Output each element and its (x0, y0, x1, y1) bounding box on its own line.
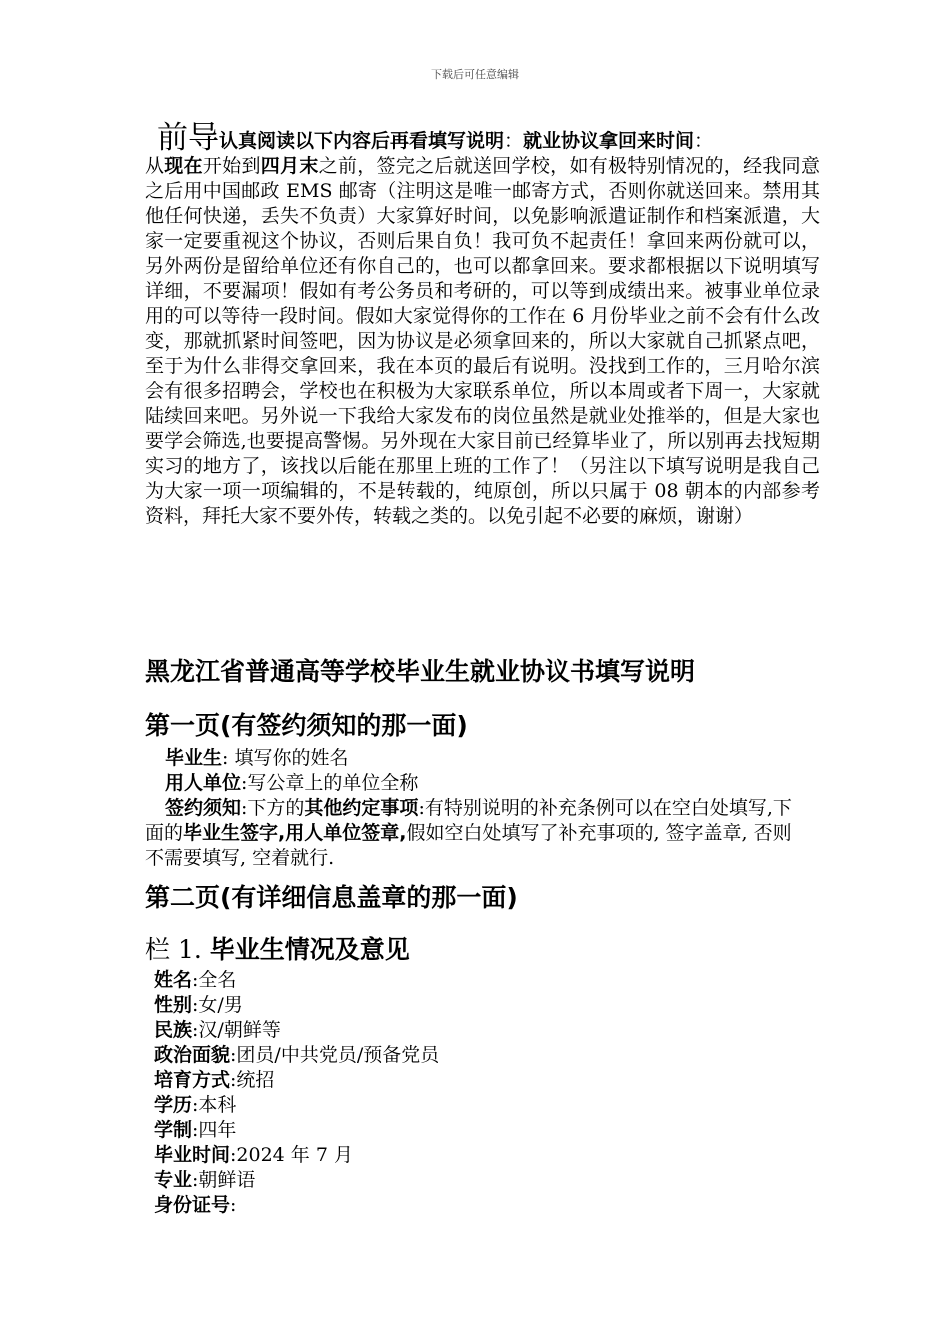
field-major (154, 1168, 439, 1193)
intro-emph: 现在 (164, 155, 203, 177)
notice-text: 假如空白处填写了补充事项的, 签字盖章, 否则不需要填写, 空着就行. (145, 822, 792, 869)
intro-colon: ： (504, 130, 524, 152)
field-label: 身份证号 (154, 1194, 231, 1216)
field-value: :写公章上的单位全称 (241, 772, 419, 794)
field-value: :朝鲜语 (192, 1169, 256, 1191)
field-value: :本科 (192, 1094, 237, 1116)
intro-colon: ： (694, 130, 714, 152)
page-header: 下载后可任意编辑 (431, 68, 519, 81)
section-title: 毕业生情况及意见 (209, 935, 410, 964)
field-label: 毕业生 (165, 747, 223, 769)
field-label: 性别 (154, 994, 193, 1016)
field-value: :汉/朝鲜等 (192, 1019, 281, 1041)
field-label: 姓名 (154, 969, 193, 991)
field-training-mode (154, 1068, 439, 1093)
field-value: :团员/中共党员/预备党员 (230, 1044, 440, 1066)
field-label: 用人单位 (165, 772, 242, 794)
employer-line (145, 771, 810, 796)
field-value: :女/男 (192, 994, 243, 1016)
notice-emph: 毕业生签字,用人单位签章, (183, 822, 407, 844)
intro-heading: 认真阅读以下内容后再看填写说明 (219, 130, 505, 152)
section-number: 栏 1. (145, 935, 202, 964)
field-label: 毕业时间 (154, 1144, 231, 1166)
field-ethnicity (154, 1018, 439, 1043)
graduate-line (145, 746, 810, 771)
page1-body (145, 746, 810, 871)
field-label: 学制 (154, 1119, 193, 1141)
field-political-status (154, 1043, 439, 1068)
field-degree (154, 1093, 439, 1118)
notice-text: :有特别说明的补充条例可以在空白处填写,下面的 (145, 797, 792, 844)
intro-lead: 前导 (157, 120, 219, 156)
field-value: :四年 (192, 1119, 237, 1141)
page2-heading: 第二页(有详细信息盖章的那一面) (145, 883, 518, 912)
field-value: :全名 (192, 969, 237, 991)
field-value: :2024 年 7 月 (230, 1144, 353, 1166)
intro-emph: 四月末 (260, 155, 319, 177)
page1-heading: 第一页(有签约须知的那一面) (145, 711, 468, 740)
notice-paragraph (145, 796, 810, 871)
document-title: 黑龙江省普通高等学校毕业生就业协议书填写说明 (145, 657, 696, 686)
field-gender (154, 993, 439, 1018)
notice-emph: 其他约定事项 (304, 797, 419, 819)
field-label: 民族 (154, 1019, 193, 1041)
intro-paragraph (145, 120, 820, 529)
field-label: 培育方式 (154, 1069, 231, 1091)
intro-text: 之前，签完之后就送回学校，如有极特别情况的，经我同意之后用中国邮政 EMS 邮寄（注明这是唯一邮寄方式，否则你就送回来。禁用其他任何快递，丢失不负责）大家算好时间，以免影响派遣证制作和档案派遣，大家一定要重视这个协议，否则后果自负！我可负不起责任！拿回来两份就可以，另外两份是留给单位还有你自己的，也可以都拿回来。要求都根据以下说明填写详细，不要漏项！假如有考公务员和考研的，可以等到成绩出来。被事业单位录用的可以等待一段时间。假如大家觉得你的工作在 6 月份毕业之前不会有什么改变，那就抓紧时间签吧，因为协议是必须拿回来的，所以大家就自己抓紧点吧，至于为什么非得交拿回来，我在本页的最后有说明。没找到工作的，三月哈尔滨会有很多招聘会，学校也在积极为大家联系单位，所以本周或者下周一，大家就陆续回来吧。另外说一下我给大家发布的岗位虽然是就业处推举的，但是大家也要学会筛选,也要提高警惕。另外现在大家目前已经算毕业了，所以别再去找短期实习的地方了，该找以后能在那里上班的工作了！（另注以下填写说明是我自己为大家一项一项编辑的，不是转载的，纯原创，所以只属于 08 朝本的内部参考资料，拜托大家不要外传，转载之类的。以免引起不必要的麻烦，谢谢） (145, 155, 820, 527)
field-duration (154, 1118, 439, 1143)
field-name (154, 968, 439, 993)
section1-heading (145, 930, 410, 966)
field-list (154, 968, 439, 1218)
field-label: 学历 (154, 1094, 193, 1116)
field-label: 签约须知 (165, 797, 242, 819)
notice-text: :下方的 (241, 797, 305, 819)
intro-text: 开始到 (202, 155, 261, 177)
field-label: 专业 (154, 1169, 193, 1191)
intro-heading-2: 就业协议拿回来时间 (523, 130, 695, 152)
field-id-number (154, 1193, 439, 1218)
field-graduation-date (154, 1143, 439, 1168)
field-label: 政治面貌 (154, 1044, 231, 1066)
field-value: :统招 (230, 1069, 275, 1091)
intro-text: 从 (145, 155, 165, 177)
field-value: : 填写你的姓名 (222, 747, 349, 769)
field-value: : (230, 1194, 237, 1216)
